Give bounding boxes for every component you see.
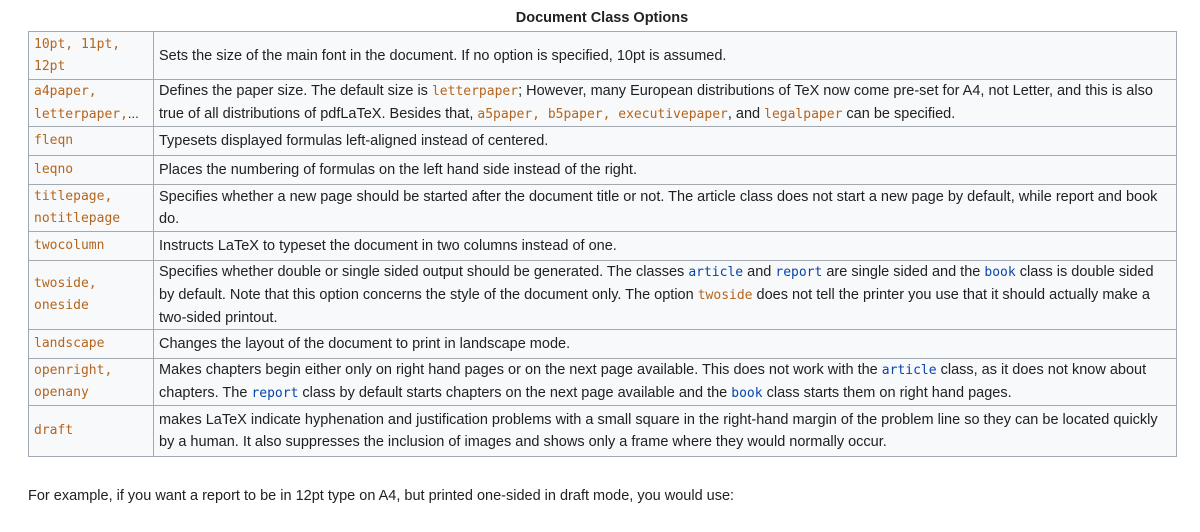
option-cell [29,232,154,261]
description-text: ; However, many European distributions of TeX now come pre-set for A4, not Letter, and this is also true of all distributions of pdfLaTeX. Besides that, [159,83,1153,122]
option-name: twoside, [34,276,97,291]
table-row [29,261,1177,330]
description-text: Specifies whether double or single sided output should be generated. The classes [159,264,689,280]
table-row [29,32,1177,80]
option-ellipsis: ... [127,105,139,121]
description-cell [154,261,1177,330]
inline-code: book [984,265,1016,280]
description-cell [154,32,1177,80]
description-text: Typesets displayed formulas left-aligned instead of centered. [159,133,549,149]
description-text: , and [727,106,765,122]
option-name: leqno [34,162,74,177]
description-cell [154,127,1177,156]
description-cell [154,80,1177,127]
option-cell [29,80,154,127]
table-row [29,127,1177,156]
description-text: can be specified. [842,106,956,122]
option-name: titlepage, [34,189,113,204]
description-text: does not tell the printer you use that it should actually make a two-sided printout. [159,287,1150,326]
description-cell [154,359,1177,406]
inline-code: twoside [697,288,753,303]
option-name: openright, [34,363,113,378]
inline-code: article [881,363,937,378]
table-row [29,330,1177,359]
option-name: letterpaper, [34,106,128,122]
option-line [34,103,148,126]
option-cell [29,127,154,156]
description-text: class is double sided by default. Note that this option concerns the style of the document only. The option [159,264,1154,303]
description-text: Places the numbering of formulas on the left hand side instead of the right. [159,162,637,178]
option-name: a4paper, [34,83,97,99]
description-text: class by default starts chapters on the next page available and the [298,385,732,401]
inline-code: report [775,265,823,280]
footer-paragraph: For example, if you want a report to be in 12pt type on A4, but printed one-sided in draft mode, you would use: [28,488,735,504]
option-cell [29,330,154,359]
description-text: are single sided and the [822,264,985,280]
option-cell [29,359,154,406]
option-name: 10pt, 11pt, [34,36,121,52]
option-name: notitlepage [34,211,121,226]
description-text: Instructs LaTeX to typeset the document in two columns instead of one. [159,238,617,254]
description-text: Specifies whether a new page should be started after the document title or not. The article class does not start a new page by default, while report and book do. [159,189,1158,227]
option-cell [29,156,154,185]
option-cell [29,32,154,80]
option-name: 12pt [34,58,66,74]
description-cell [154,330,1177,359]
description-text: class, as it does not know about chapters. The [159,362,1147,401]
table-row [29,185,1177,232]
description-cell [154,185,1177,232]
option-name: twocolumn [34,238,105,253]
inline-code: letterpaper [431,84,519,99]
option-cell [29,406,154,457]
description-text: Sets the size of the main font in the document. If no option is specified, 10pt is assumed. [159,47,727,64]
option-name: fleqn [34,133,74,148]
options-table [28,31,1177,457]
inline-code: report [251,386,299,401]
description-text: makes LaTeX indicate hyphenation and justification problems with a small square in the right-hand margin of the problem line so they can be located quickly by a human. It also suppresses the inclusion of images and shows only a frame where they would normally occur. [159,412,1158,450]
inline-code: article [688,265,744,280]
description-text: Defines the paper size. The default size is [159,83,432,99]
option-name: openany [34,385,89,400]
table-caption: Document Class Options [515,10,689,26]
table-row [29,406,1177,457]
option-name: landscape [34,336,105,351]
inline-code: a5paper, b5paper, executivepaper [477,107,728,122]
table-row [29,80,1177,127]
description-cell [154,406,1177,457]
option-name: oneside [34,298,89,313]
description-text: Changes the layout of the document to print in landscape mode. [159,336,571,352]
inline-code: book [731,386,763,401]
inline-code: legalpaper [764,107,843,122]
option-name: draft [34,423,74,438]
description-cell [154,156,1177,185]
table-row [29,156,1177,185]
description-text: Makes chapters begin either only on right hand pages or on the next page available. This does not work with the [159,362,882,378]
description-text: and [743,264,776,280]
description-text: class starts them on right hand pages. [762,385,1012,401]
option-cell [29,261,154,330]
description-cell [154,232,1177,261]
table-row [29,359,1177,406]
option-cell [29,185,154,232]
table-row [29,232,1177,261]
